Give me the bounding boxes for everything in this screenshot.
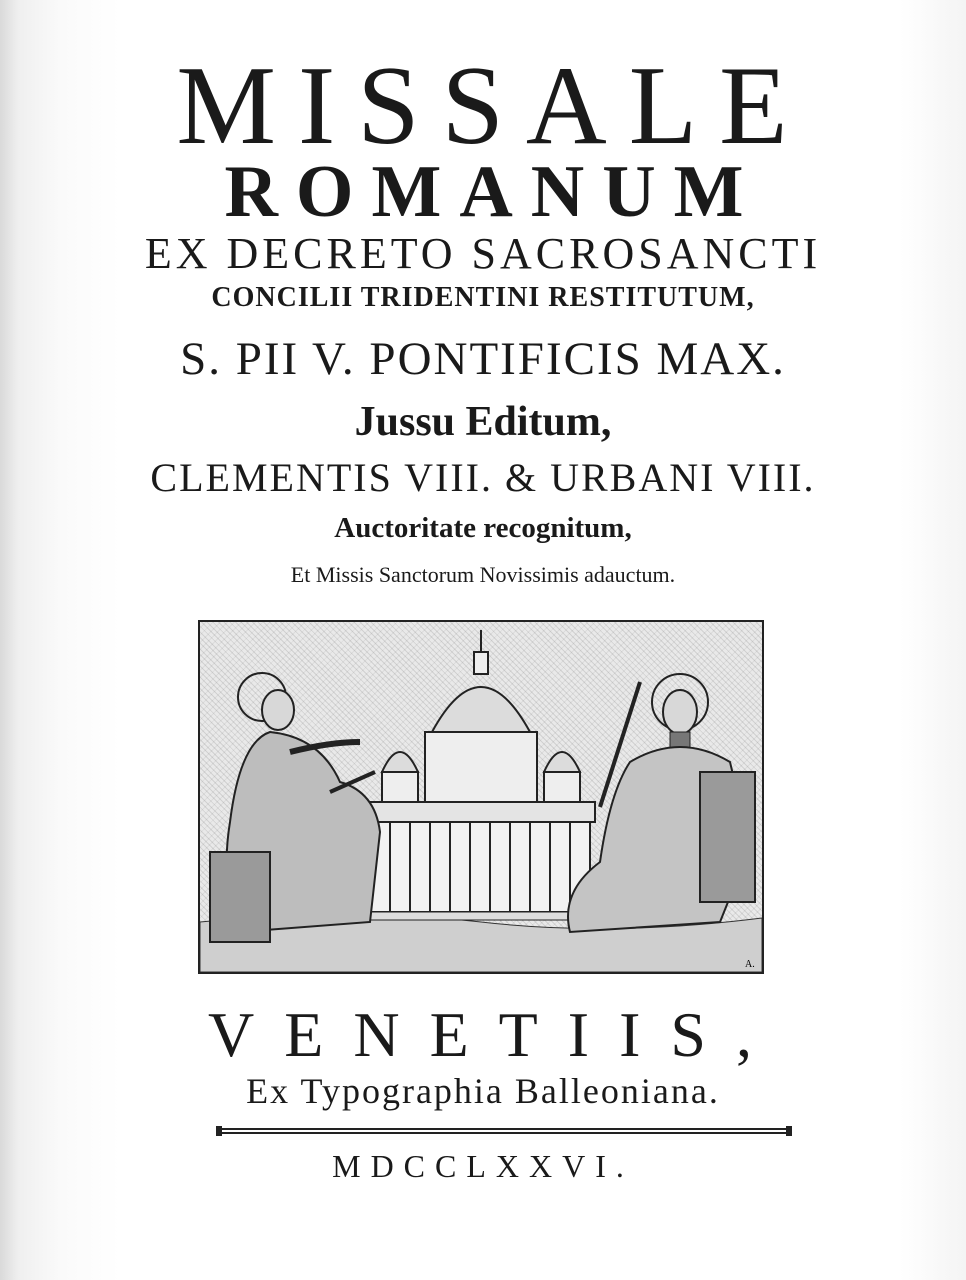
imprint-city: VENETIIS, xyxy=(208,999,782,1070)
publication-year: MDCCLXXVI. xyxy=(332,1148,634,1184)
subtitle-council: CONCILII TRIDENTINI RESTITUTUM, xyxy=(211,282,755,313)
subtitle-jussu: Jussu Editum, xyxy=(354,399,612,445)
title-romanum: ROMANUM xyxy=(224,151,762,233)
ornamental-rule xyxy=(216,1126,792,1136)
engraver-signature: A. xyxy=(745,959,755,970)
subtitle-clement-urban: CLEMENTIS VIII. & URBANI VIII. xyxy=(150,455,816,500)
subtitle-missis: Et Missis Sanctorum Novissimis adauctum. xyxy=(290,562,676,587)
imprint-printer: Ex Typographia Balleoniana. xyxy=(246,1071,720,1111)
engraving-illustration xyxy=(200,622,762,972)
subtitle-auctoritate: Auctoritate recognitum, xyxy=(334,512,632,544)
subtitle-pope: S. PII V. PONTIFICIS MAX. xyxy=(180,333,786,385)
engraving-plate xyxy=(198,620,764,974)
title-missale: MISSALE xyxy=(176,44,810,168)
subtitle-decree: EX DECRETO SACROSANCTI xyxy=(144,229,822,278)
